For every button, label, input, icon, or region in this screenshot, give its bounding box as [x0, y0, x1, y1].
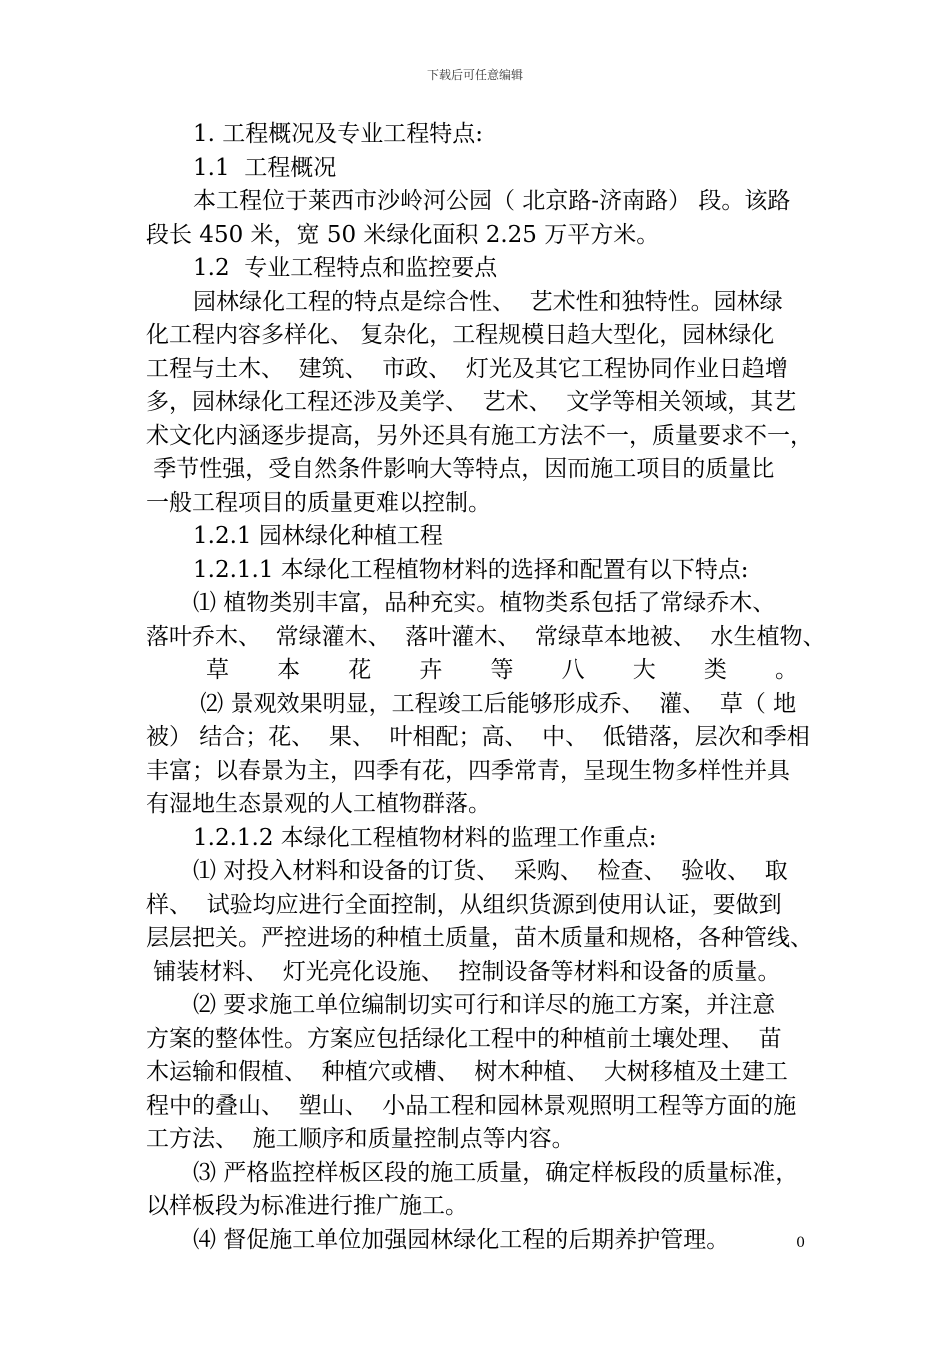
list-item-line: ⑴ 对投入材料和设备的订货、 采购、 检查、 验收、 取	[193, 858, 788, 884]
list-item-line: 层层把关。严控进场的种植土质量，苗木质量和规格，各种管线、	[146, 925, 813, 951]
list-item-line: 落叶乔木、 常绿灌木、 落叶灌木、 常绿草本地被、 水生植物、	[146, 623, 826, 650]
list-item-line: ⑴ 植物类别丰富，品种充实。植物类系包括了常绿乔木、	[193, 590, 776, 616]
paragraph-line: 园林绿化工程的特点是综合性、 艺术性和独特性。园林绿	[193, 288, 783, 315]
list-item-line: 以样板段为标准进行推广施工。	[146, 1193, 468, 1219]
page-number: 0	[796, 1235, 805, 1251]
spread-char: 卉	[419, 657, 443, 683]
subsection-heading: 1.2.1.1 本绿化工程植物材料的选择和配置有以下特点:	[193, 556, 749, 583]
spread-char: 八	[561, 657, 585, 683]
paragraph-line: 工程与土木、 建筑、 市政、 灯光及其它工程协同作业日趋增	[146, 355, 788, 382]
spread-char: 等	[490, 657, 514, 683]
list-item-line: ⑵ 要求施工单位编制切实可行和详尽的施工方案，并注意	[193, 992, 776, 1018]
paragraph-line: 一般工程项目的质量更难以控制。	[146, 489, 491, 516]
list-item-line: 程中的叠山、 塑山、 小品工程和园林景观照明工程等方面的施	[146, 1092, 797, 1119]
spread-char: 花	[348, 657, 372, 683]
list-item-line: 样、 试验均应进行全面控制，从组织货源到使用认证，要做到	[146, 891, 782, 918]
spread-line	[146, 654, 818, 688]
spread-char: 。	[775, 657, 798, 683]
subsection-heading: 1.2.1 园林绿化种植工程	[193, 523, 443, 549]
paragraph-line: 段长 450 米，宽 50 米绿化面积 2.25 万平方米。	[146, 221, 660, 248]
list-item-line: 木运输和假植、 种植穴或槽、 树木种植、 大树移植及土建工	[146, 1059, 788, 1085]
spread-char: 类	[703, 657, 727, 683]
document-body	[146, 118, 826, 1257]
paragraph-line: 本工程位于莱西市沙岭河公园（ 北京路-济南路） 段。该路	[193, 188, 791, 214]
list-item-line: 工方法、 施工顺序和质量控制点等内容。	[146, 1126, 575, 1152]
list-item-line: 丰富；以春景为主，四季有花，四季常青，呈现生物多样性并具	[146, 757, 790, 784]
list-item-line: 被） 结合；花、 果、 叶相配；高、 中、 低错落，层次和季相	[146, 724, 810, 750]
subsection-heading: 1.2 专业工程特点和监控要点	[193, 255, 498, 281]
list-item-line: 铺装材料、 灯光亮化设施、 控制设备等材料和设备的质量。	[146, 958, 781, 985]
paragraph-line: 多，园林绿化工程还涉及美学、 艺术、 文学等相关领域，其艺	[146, 389, 797, 415]
section-heading: 1. 工程概况及专业工程特点:	[193, 121, 484, 147]
spread-char: 大	[632, 657, 656, 683]
list-item-line: 方案的整体性。方案应包括绿化工程中的种植前土壤处理、 苗	[146, 1025, 782, 1052]
paragraph-line: 术文化内涵逐步提高，另外还具有施工方法不一，质量要求不一，	[146, 422, 813, 449]
paragraph-line: 季节性强，受自然条件影响大等特点，因而施工项目的质量比	[146, 456, 775, 482]
list-item-line: ⑶ 严格监控样板区段的施工质量，确定样板段的质量标准，	[193, 1159, 799, 1186]
spread-char: 本	[277, 657, 301, 683]
spread-char: 草	[206, 657, 229, 683]
list-item-line: ⑵ 景观效果明显，工程竣工后能够形成乔、 灌、 草（ 地	[193, 690, 797, 717]
paragraph-line: 化工程内容多样化、 复杂化，工程规模日趋大型化，园林绿化	[146, 322, 775, 348]
subsection-heading: 1.2.1.2 本绿化工程植物材料的监理工作重点:	[193, 824, 657, 851]
page-header: 下载后可任意编辑	[426, 68, 523, 82]
list-item-line: 有湿地生态景观的人工植物群落。	[146, 791, 491, 817]
subsection-heading: 1.1 工程概况	[193, 154, 337, 181]
list-item-line: ⑷ 督促施工单位加强园林绿化工程的后期养护管理。	[193, 1226, 730, 1253]
